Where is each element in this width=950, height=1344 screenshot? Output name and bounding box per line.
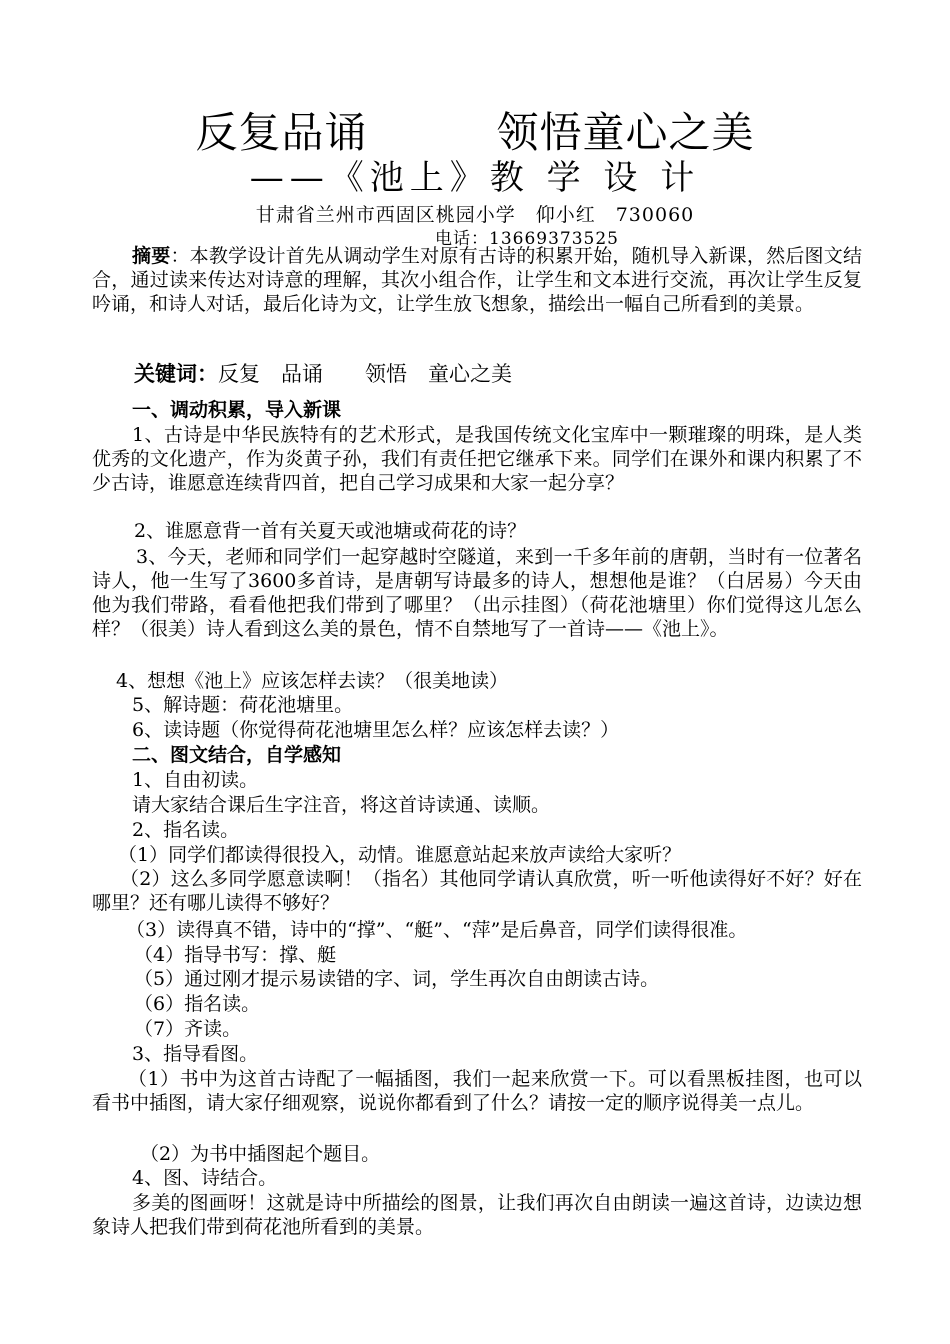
document-subtitle: ——《池上》教 学 设 计	[249, 158, 701, 198]
section-1-item-4: 4、想想《池上》应该怎样去读？（很美地读）	[116, 670, 509, 692]
section-1-item-2: 2、谁愿意背一首有关夏天或池塘或荷花的诗？	[134, 520, 527, 542]
step-2-sub-7: （7）齐读。	[134, 1018, 242, 1040]
abstract-label: 摘要	[132, 245, 171, 267]
step-1-text: 请大家结合课后生字注音，将这首诗读通、读顺。	[132, 794, 551, 816]
keywords-text: 反复 品诵 领悟 童心之美	[218, 362, 512, 386]
step-2-sub-3: （3）读得真不错，诗中的“撑”、“艇”、“萍”是后鼻音，同学们读得很准。	[126, 919, 748, 941]
section-1-item-1: 1、古诗是中华民族特有的艺术形式，是我国传统文化宝库中一颗璀璨的明珠，是人类优秀的文化遗产，作为炎黄子孙，我们有责任把它继承下来。同学们在课外和课内积累了不少古诗，谁愿意连续背四首，把自己学习成果和大家一起分享？	[92, 424, 862, 494]
step-4-text: 多美的图画呀！这就是诗中所描绘的图景，让我们再次自由朗读一遍这首诗，边读边想象诗人把我们带到荷花池所看到的美景。	[92, 1192, 862, 1238]
step-3: 3、指导看图。	[132, 1043, 259, 1065]
document-title: 反复品诵 领悟童心之美	[195, 108, 755, 157]
step-2-sub-4: （4）指导书写：撑、艇	[134, 944, 337, 966]
author-line: 甘肃省兰州市西固区桃园小学 仰小红 730060	[255, 204, 695, 226]
step-3-sub-2: （2）为书中插图起个题目。	[140, 1143, 381, 1165]
section-2-heading: 二、图文结合，自学感知	[132, 744, 342, 766]
phone-line: 电话：13669373525	[435, 229, 619, 249]
step-4: 4、图、诗结合。	[132, 1167, 278, 1189]
section-1-item-6: 6、读诗题（你觉得荷花池塘里怎么样？应该怎样去读？）	[132, 719, 620, 741]
keywords-label: 关键词：	[134, 361, 218, 386]
section-1-item-3: 3、今天，老师和同学们一起穿越时空隧道，来到一千多年前的唐朝，当时有一位著名诗人，他一生写了3600多首诗，是唐朝写诗最多的诗人，想想他是谁？（白居易）今天由他为我们带路，看看他把我们带到了哪里？（出示挂图）（荷花池塘里）你们觉得这儿怎么样？（很美）诗人看到这么美的景色，情不自禁地写了一首诗——《池上》。	[92, 546, 862, 640]
section-1-item-5: 5、解诗题：荷花池塘里。	[132, 694, 354, 716]
step-3-sub-1: （1）书中为这首古诗配了一幅插图，我们一起来欣赏一下。可以看黑板挂图，也可以看书中插图，请大家仔细观察，说说你都看到了什么？请按一定的顺序说得美一点儿。	[92, 1068, 862, 1114]
step-2-sub-1: （1）同学们都读得很投入，动情。谁愿意站起来放声读给大家听？	[118, 844, 682, 866]
keywords-line	[134, 358, 512, 388]
step-2: 2、指名读。	[132, 819, 240, 841]
abstract-text: ：本教学设计首先从调动学生对原有古诗的积累开始，随机导入新课，然后图文结合，通过读来传达对诗意的理解，其次小组合作，让学生和文本进行交流，再次让学生反复吟诵，和诗人对话，最后化诗为文，让学生放飞想象，描绘出一幅自己所看到的美景。	[92, 245, 862, 315]
step-2-sub-5: （5）通过刚才提示易读错的字、词，学生再次自由朗读古诗。	[134, 968, 660, 990]
step-2-sub-2: （2）这么多同学愿意读啊！（指名）其他同学请认真欣赏，听一听他读得好不好？好在哪里？还有哪儿读得不够好？	[92, 868, 862, 914]
section-1-heading: 一、调动积累，导入新课	[132, 399, 342, 421]
step-1: 1、自由初读。	[132, 769, 259, 791]
step-2-sub-6: （6）指名读。	[134, 993, 261, 1015]
abstract-paragraph	[92, 244, 862, 316]
